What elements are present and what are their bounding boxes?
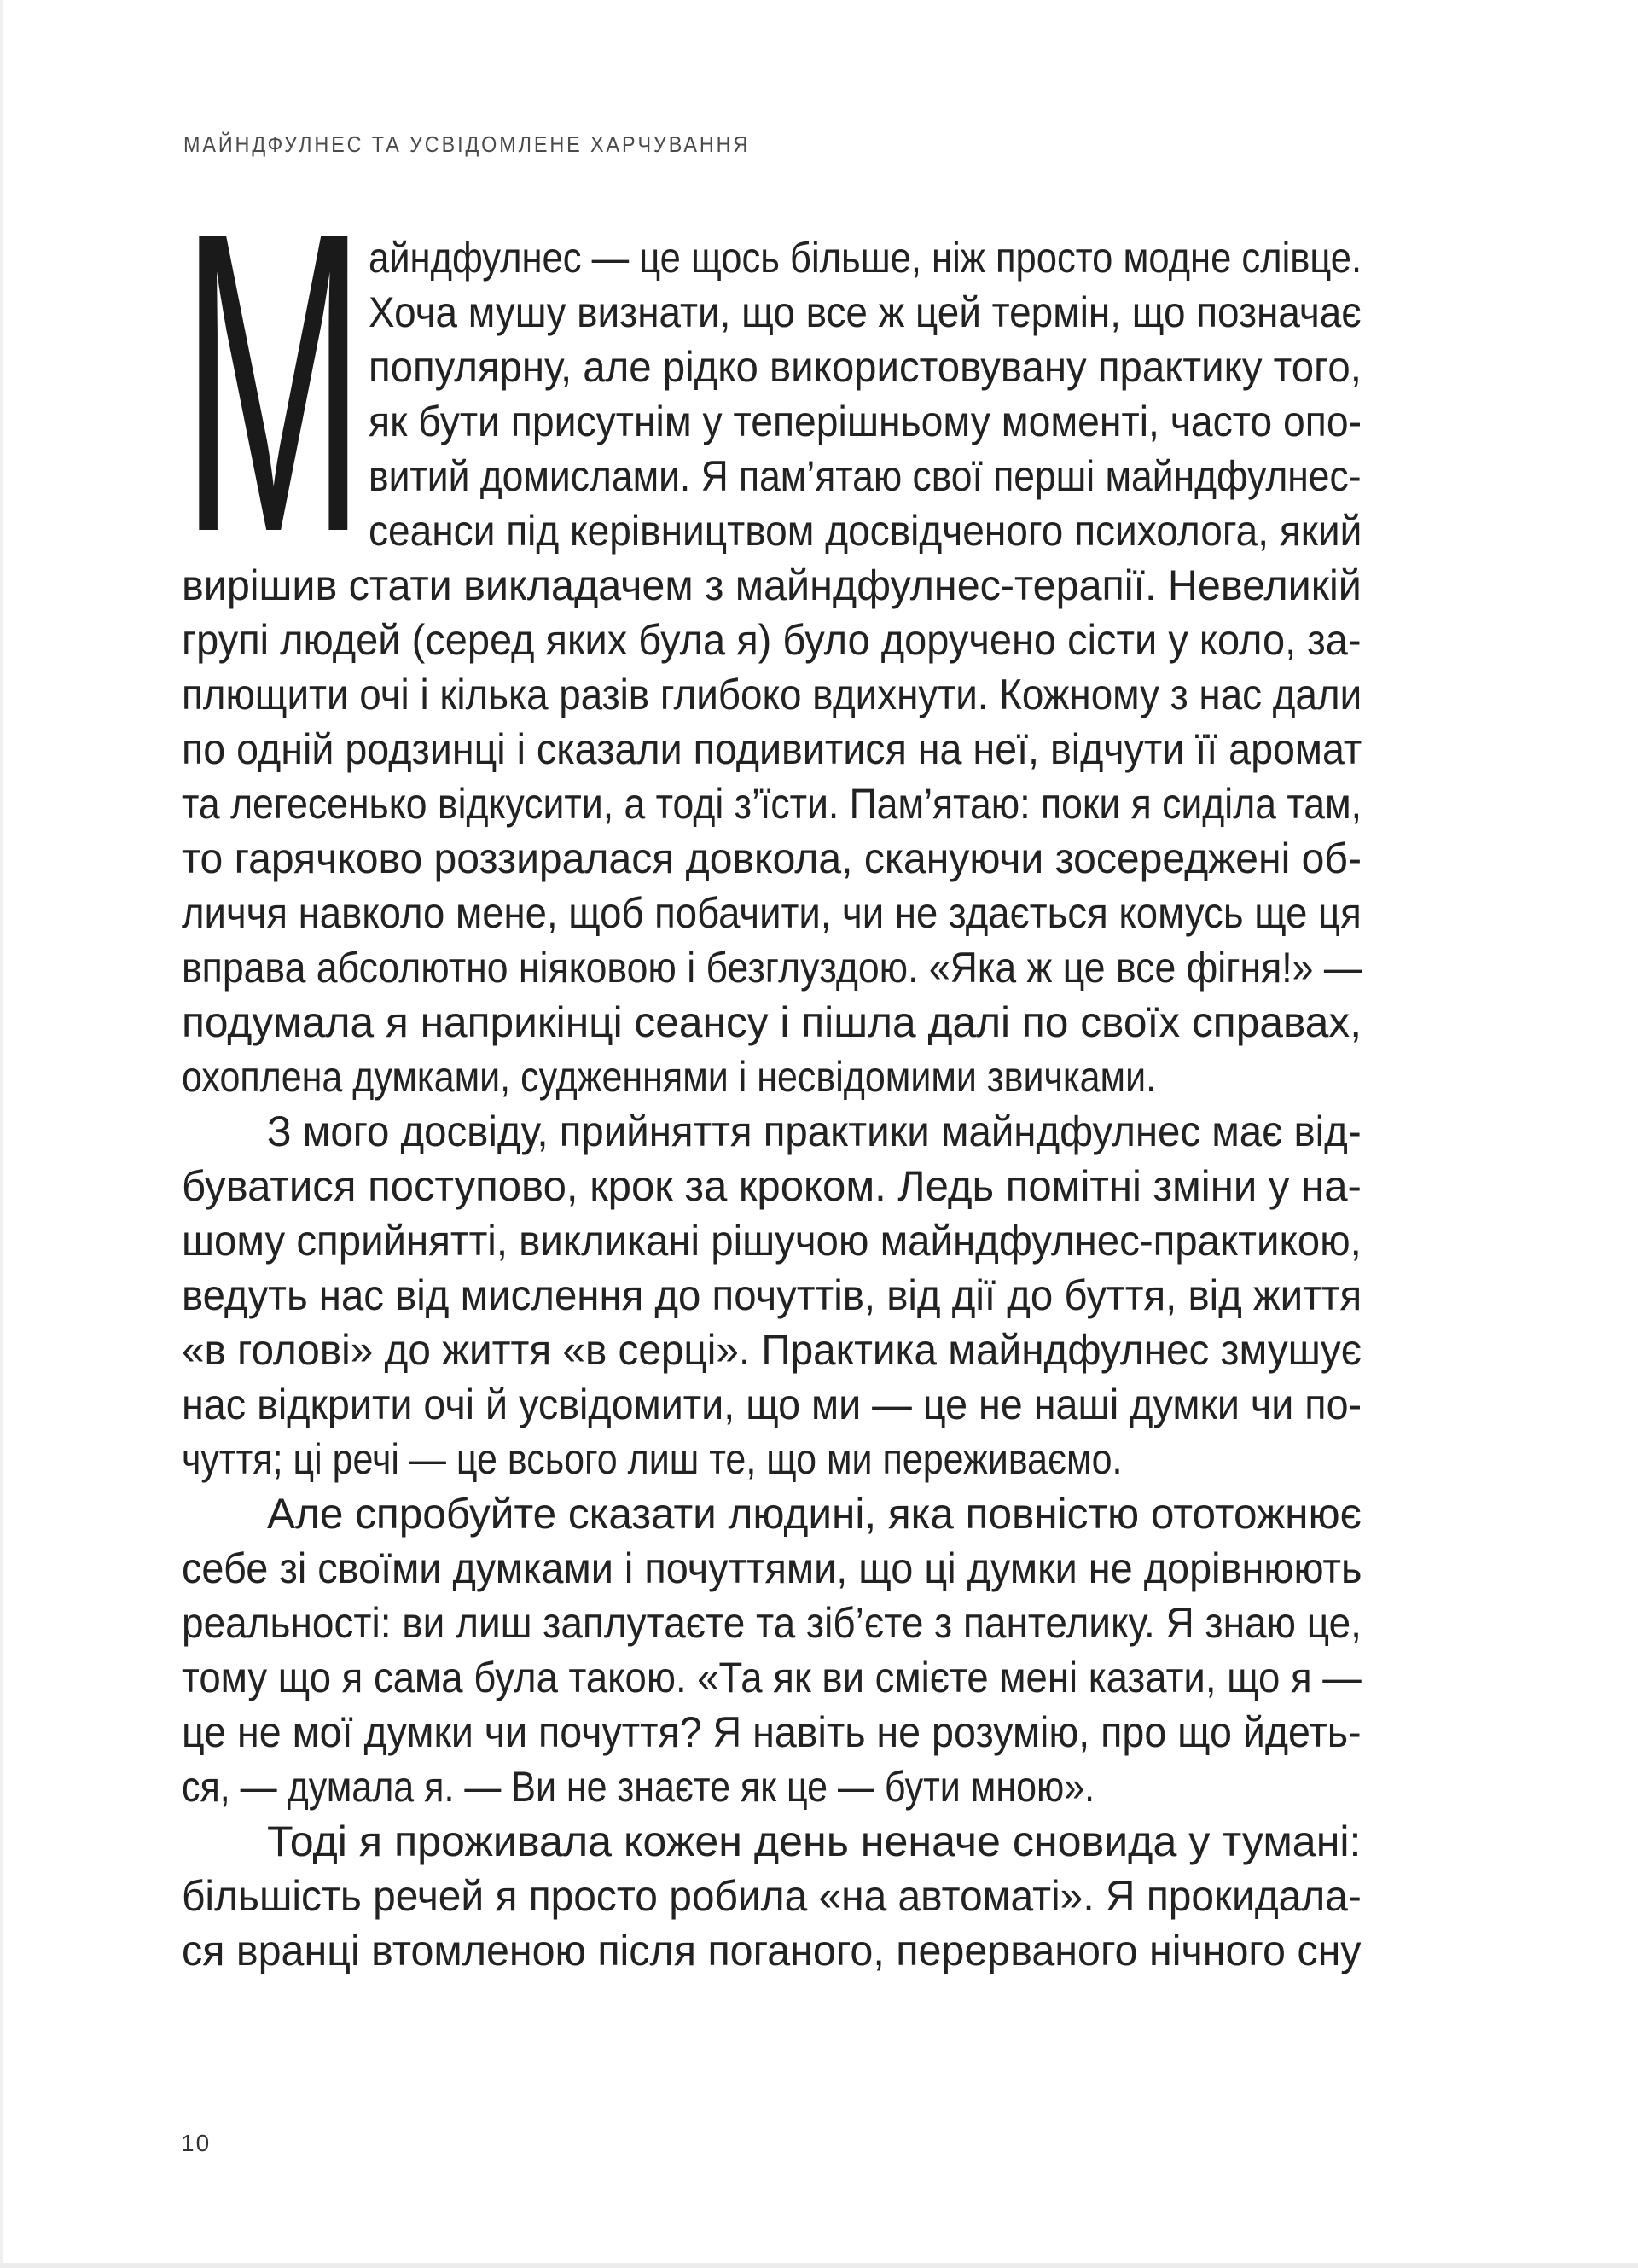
- text-line: себе зі своїми думками і почуттями, що ці думки не дорівнюють: [182, 1544, 1362, 1592]
- text-line: шому сприйнятті, викликані рішучою майндфулнес-практикою,: [182, 1217, 1362, 1265]
- page-edge-left: [0, 0, 3, 2268]
- text-line: витий домислами. Я пам’ятаю свої перші майндфулнес-: [369, 452, 1362, 500]
- text-line: це не мої думки чи почуття? Я навіть не розумію, про що йдеть-: [182, 1708, 1362, 1756]
- text-line: тому що я сама була такою. «Та як ви смієте мені казати, що я —: [182, 1654, 1362, 1701]
- text-line: то гарячково роззиралася довкола, скануючи зосереджені об-: [182, 835, 1362, 882]
- text-line: «в голові» до життя «в серці». Практика майндфулнес змушує: [182, 1326, 1362, 1374]
- text-line: нас відкрити очі й усвідомити, що ми — це не наші думки чи по-: [182, 1381, 1362, 1428]
- text-line: айндфулнес — це щось більше, ніж просто модне слівце.: [369, 234, 1362, 282]
- text-line: групі людей (серед яких була я) було доручено сісти у коло, за-: [182, 616, 1362, 664]
- text-line: популярну, але рідко використовувану практику того,: [369, 343, 1362, 391]
- text-line: Але спробуйте сказати людині, яка повністю ототожнює: [267, 1490, 1362, 1538]
- text-line: ся, — думала я. — Ви не знаєте як це — бути мною».: [182, 1763, 1095, 1811]
- text-line: плющити очі і кілька разів глибоко вдихнути. Кожному з нас дали: [182, 671, 1362, 718]
- text-line: ведуть нас від мислення до почуттів, від дії до буття, від життя: [182, 1271, 1362, 1319]
- text-line: вправа абсолютно ніяковою і безглуздою. «Яка ж це все фігня!» —: [182, 944, 1362, 992]
- text-line: по одній родзинці і сказали подивитися на неї, відчути її аромат: [182, 725, 1362, 773]
- text-line: личчя навколо мене, щоб побачити, чи не здається комусь ще ця: [182, 889, 1362, 937]
- text-line: подумала я наприкінці сеансу і пішла далі по своїх справах,: [182, 998, 1362, 1046]
- text-line: чуття; ці речі — це всього лиш те, що ми переживаємо.: [182, 1435, 1123, 1483]
- text-line: сеанси під керівництвом досвідченого психолога, який: [369, 507, 1362, 555]
- page-number: 10: [181, 2130, 212, 2156]
- text-line: ся вранці втомленою після поганого, перерваного нічного сну: [182, 1927, 1362, 1974]
- drop-cap: М: [181, 143, 366, 620]
- text-line: Хоча мушу визнати, що все ж цей термін, що позначає: [369, 288, 1362, 336]
- text-line: Тоді я проживала кожен день неначе сновида у тумані:: [267, 1817, 1362, 1865]
- text-line: реальності: ви лиш заплутаєте та зіб’єте з пантелику. Я знаю це,: [182, 1599, 1362, 1647]
- text-line: буватися поступово, крок за кроком. Ледь помітні зміни у на-: [182, 1162, 1362, 1210]
- text-line: З мого досвіду, прийняття практики майндфулнес має від-: [267, 1108, 1362, 1155]
- running-head: МАЙНДФУЛНЕС ТА УСВІДОМЛЕНЕ ХАРЧУВАННЯ: [183, 131, 751, 157]
- text-line: більшість речей я просто робила «на автоматі». Я прокидала-: [182, 1872, 1362, 1920]
- text-line: охоплена думками, судженнями і несвідомими звичками.: [182, 1053, 1157, 1101]
- text-line: як бути присутнім у теперішньому моменті, часто опо-: [369, 398, 1362, 445]
- page-edge-bottom: [0, 2263, 1638, 2268]
- text-line: вирішив стати викладачем з майндфулнес-терапії. Невеликій: [182, 561, 1362, 609]
- text-line: та легесенько відкусити, а тоді з’їсти. Пам’ятаю: поки я сиділа там,: [182, 780, 1362, 828]
